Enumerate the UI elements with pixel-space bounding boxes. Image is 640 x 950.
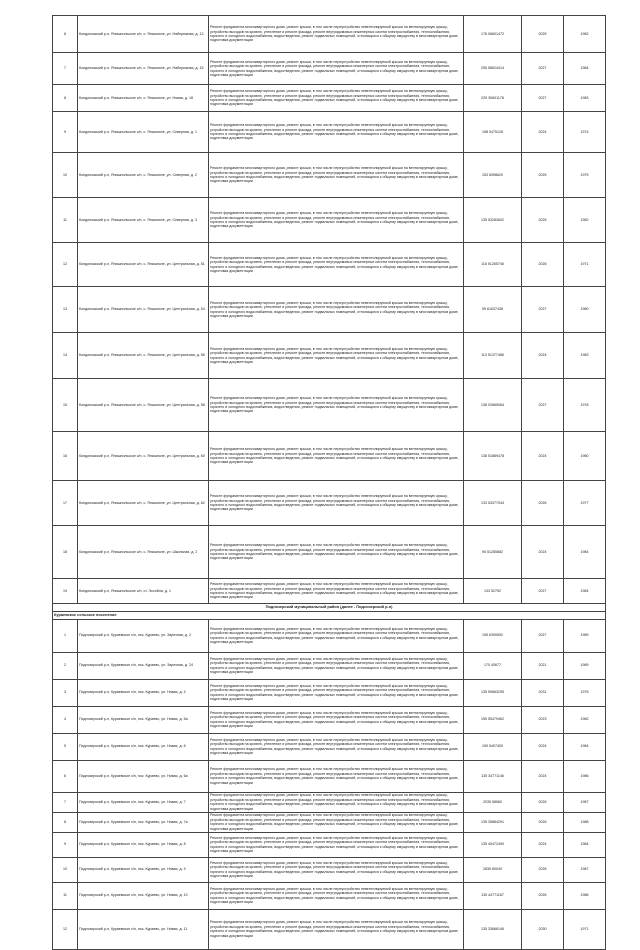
row-built-year: 1984	[564, 579, 606, 604]
row-cost: 135 33666146	[464, 909, 522, 949]
row-built-year: 1988	[564, 812, 606, 832]
row-cost: 135 59663295	[464, 679, 522, 706]
row-year: 2025	[522, 16, 564, 53]
table-row	[53, 706, 606, 733]
row-works: Ремонт фундамента многоквартирного дома, ремонт крыши, в том числе переустройство невентилируемой крыши на вентилируемую крышу, устройство выходов на кровлю, утепление и ремонт фасада, ремонт внутридомовых инженерных систем электроснабжения, теплоснабжения, горячего и холодного водоснабжения, водоотведения, ремонт подвальных помещений, относящихся к общему имуществу в многоквартирном доме, подготовка документации	[209, 733, 464, 760]
row-works: Ремонт фундамента многоквартирного дома, ремонт крыши, в том числе переустройство невентилируемой крыши на вентилируемую крышу, устройство выходов на кровлю, утепление и ремонт фасада, ремонт внутридомовых инженерных систем электроснабжения, теплоснабжения, горячего и холодного водоснабжения, водоотведения, ремонт подвальных помещений, относящихся к общему имуществу в многоквартирном доме, подготовка документации	[209, 652, 464, 679]
row-works: Ремонт фундамента многоквартирного дома, ремонт крыши, в том числе переустройство невентилируемой крыши на вентилируемую крышу, устройство выходов на кровлю, утепление и ремонт фасада, ремонт внутридомовых инженерных систем электроснабжения, теплоснабжения, горячего и холодного водоснабжения, водоотведения, ремонт подвальных помещений, относящихся к общему имуществу в многоквартирном доме, подготовка документации	[209, 333, 464, 379]
table-row	[53, 812, 606, 832]
row-cost: 135 53283602	[464, 198, 522, 243]
row-year: 2027	[522, 579, 564, 604]
row-address: Кондопожский р-н, Янишпольское с/п, с. Янишполе, ул. Центральная, д. 58	[78, 379, 209, 432]
row-address: Пидлозерский р-н, Кураевское с/п, пос. Кураево, ул. Новая, д. 4	[78, 679, 209, 706]
table-row	[53, 153, 606, 198]
row-number: 17	[53, 481, 78, 526]
row-address: Кондопожский р-н, Янишпольское с/п, с. Янишполе, ул. Новая, д. 18	[78, 85, 209, 112]
row-year: 2024	[522, 832, 564, 857]
row-works: Ремонт фундамента многоквартирного дома, ремонт крыши, в том числе переустройство невентилируемой крыши на вентилируемую крышу, устройство выходов на кровлю, утепление и ремонт фасада, ремонт внутридомовых инженерных систем электроснабжения, теплоснабжения, горячего и холодного водоснабжения, водоотведения, ремонт подвальных помещений, относящихся к общему имуществу в многоквартирном доме, подготовка документации	[209, 379, 464, 432]
row-works: Ремонт фундамента многоквартирного дома, ремонт крыши, в том числе переустройство невентилируемой крыши на вентилируемую крышу, устройство выходов на кровлю, утепление и ремонт фасада, ремонт внутридомовых инженерных систем электроснабжения, теплоснабжения, горячего и холодного водоснабжения, водоотведения, ремонт подвальных помещений, относящихся к общему имуществу в многоквартирном доме, подготовка документации	[209, 243, 464, 287]
row-number: 14	[53, 333, 78, 379]
row-works: Ремонт фундамента многоквартирного дома, ремонт крыши, в том числе переустройство невентилируемой крыши на вентилируемую крышу, устройство выходов на кровлю, утепление и ремонт фасада, ремонт внутридомовых инженерных систем электроснабжения, теплоснабжения, горячего и холодного водоснабжения, водоотведения, ремонт подвальных помещений, относящихся к общему имуществу в многоквартирном доме, подготовка документации	[209, 760, 464, 792]
row-number: 2	[53, 652, 78, 679]
row-cost: 158 5475128	[464, 112, 522, 153]
table-row	[53, 287, 606, 333]
row-cost: 133 52752	[464, 579, 522, 604]
row-built-year: 1983	[564, 85, 606, 112]
table-row	[53, 112, 606, 153]
row-cost: 135 35884291	[464, 812, 522, 832]
row-built-year: 1971	[564, 909, 606, 949]
row-address: Кондопожский р-н, Янишпольское с/п, с. Янишполе, ул. Северная, д. 2	[78, 153, 209, 198]
row-year: 2021	[522, 652, 564, 679]
row-cost: 2035 58560	[464, 792, 522, 812]
table-row	[53, 432, 606, 481]
table-row	[53, 679, 606, 706]
row-built-year: 1974	[564, 112, 606, 153]
row-cost: 255 56624414	[464, 53, 522, 85]
row-cost: 95 61637438	[464, 287, 522, 333]
row-built-year: 1977	[564, 481, 606, 526]
row-works: Ремонт фундамента многоквартирного дома, ремонт крыши, в том числе переустройство невентилируемой крыши на вентилируемую крышу, устройство выходов на кровлю, утепление и ремонт фасада, ремонт внутридомовых инженерных систем электроснабжения, теплоснабжения, горячего и холодного водоснабжения, водоотведения, ремонт подвальных помещений, относящихся к общему имуществу в многоквартирном доме, подготовка документации	[209, 832, 464, 857]
table-row	[53, 832, 606, 857]
row-number: 9	[53, 832, 78, 857]
row-address: Пидлозерский р-н, Кураевское с/п, пос. Кураево, ул. Новая, д. 6	[78, 733, 209, 760]
table-row	[53, 16, 606, 53]
row-works: Ремонт фундамента многоквартирного дома, ремонт крыши, в том числе переустройство невентилируемой крыши на вентилируемую крышу, устройство выходов на кровлю, утепление и ремонт фасада, ремонт внутридомовых инженерных систем электроснабжения, теплоснабжения, горячего и холодного водоснабжения, водоотведения, ремонт подвальных помещений, относящихся к общему имуществу в многоквартирном доме, подготовка документации	[209, 198, 464, 243]
row-year: 2027	[522, 379, 564, 432]
row-address: Кондопожский р-н, Янишпольское с/п, с. Янишполе, ул. Центральная, д. 60	[78, 432, 209, 481]
row-cost: 153 8398620	[464, 153, 522, 198]
row-year: 2027	[522, 287, 564, 333]
row-works: Ремонт фундамента многоквартирного дома, ремонт крыши, в том числе переустройство невентилируемой крыши на вентилируемую крышу, устройство выходов на кровлю, утепление и ремонт фасада, ремонт внутридомовых инженерных систем электроснабжения, теплоснабжения, горячего и холодного водоснабжения, водоотведения, ремонт подвальных помещений, относящихся к общему имуществу в многоквартирном доме, подготовка документации	[209, 679, 464, 706]
row-cost: 225 30601178	[464, 85, 522, 112]
row-year: 2026	[522, 792, 564, 812]
row-cost: 170 40677	[464, 652, 522, 679]
row-works: Ремонт фундамента многоквартирного дома, ремонт крыши, в том числе переустройство невентилируемой крыши на вентилируемую крышу, устройство выходов на кровлю, утепление и ремонт фасада, ремонт внутридомовых инженерных систем электроснабжения, теплоснабжения, горячего и холодного водоснабжения, водоотведения, ремонт подвальных помещений, относящихся к общему имуществу в многоквартирном доме, подготовка документации	[209, 53, 464, 85]
row-cost: 135 40472490	[464, 832, 522, 857]
row-number: 10	[53, 857, 78, 882]
table-row	[53, 579, 606, 604]
row-number: 8	[53, 85, 78, 112]
row-year: 2024	[522, 760, 564, 792]
row-number: 12	[53, 243, 78, 287]
row-number: 18	[53, 526, 78, 579]
row-built-year: 1989	[564, 652, 606, 679]
row-cost: 95 51285882	[464, 526, 522, 579]
row-built-year: 1986	[564, 882, 606, 909]
row-address: Пидлозерский р-н, Кураевское с/п, пос. Кураево, ул. Новая, д. 7	[78, 792, 209, 812]
row-built-year: 1989	[564, 619, 606, 652]
row-built-year: 1980	[564, 432, 606, 481]
row-address: Кондопожский р-н, Янишпольское с/п, с. Янишполе, ул. Набережная, д. 15	[78, 53, 209, 85]
row-works: Ремонт фундамента многоквартирного дома, ремонт крыши, в том числе переустройство невентилируемой крыши на вентилируемую крышу, устройство выходов на кровлю, утепление и ремонт фасада, ремонт внутридомовых инженерных систем электроснабжения, теплоснабжения, горячего и холодного водоснабжения, водоотведения, ремонт подвальных помещений, относящихся к общему имуществу в многоквартирном доме, подготовка документации	[209, 706, 464, 733]
row-cost: 176 06601472	[464, 16, 522, 53]
table-row	[53, 909, 606, 949]
table-row	[53, 379, 606, 432]
row-year: 2026	[522, 812, 564, 832]
table-section-b	[53, 619, 606, 949]
row-number: 13	[53, 287, 78, 333]
row-built-year: 1978	[564, 379, 606, 432]
row-built-year: 1987	[564, 792, 606, 812]
row-address: Пидлозерский р-н, Кураевское с/п, пос. Кураево, ул. Новая, д. 5а	[78, 706, 209, 733]
row-number: 8	[53, 812, 78, 832]
row-built-year: 1982	[564, 16, 606, 53]
row-works: Ремонт фундамента многоквартирного дома, ремонт крыши, в том числе переустройство невентилируемой крыши на вентилируемую крышу, устройство выходов на кровлю, утепление и ремонт фасада, ремонт внутридомовых инженерных систем электроснабжения, теплоснабжения, горячего и холодного водоснабжения, водоотведения, ремонт подвальных помещений, относящихся к общему имуществу в многоквартирном доме, подготовка документации	[209, 112, 464, 153]
table-row	[53, 882, 606, 909]
row-year: 2024	[522, 432, 564, 481]
settlement-heading-row	[53, 611, 606, 619]
row-address: Кондопожский р-н, Янишпольское с/п, ст. Эссойла, д. 1	[78, 579, 209, 604]
row-number: 19	[53, 579, 78, 604]
row-year: 2023	[522, 706, 564, 733]
row-number: 10	[53, 153, 78, 198]
row-built-year: 1982	[564, 198, 606, 243]
row-built-year: 1982	[564, 706, 606, 733]
row-year: 2027	[522, 85, 564, 112]
row-cost: 159 5407400	[464, 733, 522, 760]
row-works: Ремонт фундамента многоквартирного дома, ремонт крыши, в том числе переустройство невентилируемой крыши на вентилируемую крышу, устройство выходов на кровлю, утепление и ремонт фасада, ремонт внутридомовых инженерных систем электроснабжения, теплоснабжения, горячего и холодного водоснабжения, водоотведения, ремонт подвальных помещений, относящихся к общему имуществу в многоквартирном доме, подготовка документации	[209, 619, 464, 652]
table-row	[53, 198, 606, 243]
row-number: 4	[53, 706, 78, 733]
table-row	[53, 733, 606, 760]
repair-program-table	[52, 15, 606, 950]
row-number: 1	[53, 619, 78, 652]
row-number: 5	[53, 733, 78, 760]
row-works: Ремонт фундамента многоквартирного дома, ремонт крыши, в том числе переустройство невентилируемой крыши на вентилируемую крышу, устройство выходов на кровлю, утепление и ремонт фасада, ремонт внутридомовых инженерных систем электроснабжения, теплоснабжения, горячего и холодного водоснабжения, водоотведения, ремонт подвальных помещений, относящихся к общему имуществу в многоквартирном доме, подготовка документации	[209, 287, 464, 333]
row-year: 2026	[522, 198, 564, 243]
row-works: Ремонт фундамента многоквартирного дома, ремонт крыши, в том числе переустройство невентилируемой крыши на вентилируемую крышу, устройство выходов на кровлю, утепление и ремонт фасада, ремонт внутридомовых инженерных систем электроснабжения, теплоснабжения, горячего и холодного водоснабжения, водоотведения, ремонт подвальных помещений, относящихся к общему имуществу в многоквартирном доме, подготовка документации	[209, 792, 464, 812]
table-section-a	[53, 16, 606, 604]
document-page	[52, 15, 587, 950]
row-cost: 155 6390592	[464, 619, 522, 652]
row-cost: 2835 60049	[464, 857, 522, 882]
table-row	[53, 53, 606, 85]
row-cost: 135 34771146	[464, 760, 522, 792]
row-year: 2024	[522, 733, 564, 760]
row-address: Кондопожский р-н, Янишпольское с/п, с. Янишполе, ул. Набережная, д. 13	[78, 16, 209, 53]
row-cost: 113 51377486	[464, 333, 522, 379]
row-built-year: 1987	[564, 857, 606, 882]
row-number: 15	[53, 379, 78, 432]
row-cost: 155 55479462	[464, 706, 522, 733]
row-works: Ремонт фундамента многоквартирного дома, ремонт крыши, в том числе переустройство невентилируемой крыши на вентилируемую крышу, устройство выходов на кровлю, утепление и ремонт фасада, ремонт внутридомовых инженерных систем электроснабжения, теплоснабжения, горячего и холодного водоснабжения, водоотведения, ремонт подвальных помещений, относящихся к общему имуществу в многоквартирном доме, подготовка документации	[209, 909, 464, 949]
row-number: 6	[53, 760, 78, 792]
row-number: 16	[53, 432, 78, 481]
row-built-year: 1971	[564, 243, 606, 287]
table-row	[53, 760, 606, 792]
row-built-year: 1984	[564, 832, 606, 857]
row-address: Пидлозерский р-н, Кураевское с/п, пос. Кураево, ул. Новая, д. 11	[78, 909, 209, 949]
row-number: 12	[53, 909, 78, 949]
table-row	[53, 85, 606, 112]
row-works: Ремонт фундамента многоквартирного дома, ремонт крыши, в том числе переустройство невентилируемой крыши на вентилируемую крышу, устройство выходов на кровлю, утепление и ремонт фасада, ремонт внутридомовых инженерных систем электроснабжения, теплоснабжения, горячего и холодного водоснабжения, водоотведения, ремонт подвальных помещений, относящихся к общему имуществу в многоквартирном доме, подготовка документации	[209, 85, 464, 112]
row-year: 2024	[522, 112, 564, 153]
table-row	[53, 792, 606, 812]
table-row	[53, 652, 606, 679]
table-row	[53, 526, 606, 579]
row-address: Пидлозерский р-н, Кураевское с/п, пос. Кураево, ул. Заречная, д. 24	[78, 652, 209, 679]
row-number: 9	[53, 112, 78, 153]
row-works: Ремонт фундамента многоквартирного дома, ремонт крыши, в том числе переустройство невентилируемой крыши на вентилируемую крышу, устройство выходов на кровлю, утепление и ремонт фасада, ремонт внутридомовых инженерных систем электроснабжения, теплоснабжения, горячего и холодного водоснабжения, водоотведения, ремонт подвальных помещений, относящихся к общему имуществу в многоквартирном доме, подготовка документации	[209, 812, 464, 832]
row-address: Кондопожский р-н, Янишпольское с/п, с. Янишполе, ул. Центральная, д. 56	[78, 333, 209, 379]
row-address: Кондопожский р-н, Янишпольское с/п, с. Янишполе, ул. Центральная, д. 51	[78, 243, 209, 287]
row-address: Кондопожский р-н, Янишпольское с/п, с. Янишполе, ул. Центральная, д. 62	[78, 481, 209, 526]
row-works: Ремонт фундамента многоквартирного дома, ремонт крыши, в том числе переустройство невентилируемой крыши на вентилируемую крышу, устройство выходов на кровлю, утепление и ремонт фасада, ремонт внутридомовых инженерных систем электроснабжения, теплоснабжения, горячего и холодного водоснабжения, водоотведения, ремонт подвальных помещений, относящихся к общему имуществу в многоквартирном доме, подготовка документации	[209, 526, 464, 579]
row-built-year: 1975	[564, 153, 606, 198]
row-works: Ремонт фундамента многоквартирного дома, ремонт крыши, в том числе переустройство невентилируемой крыши на вентилируемую крышу, устройство выходов на кровлю, утепление и ремонт фасада, ремонт внутридомовых инженерных систем электроснабжения, теплоснабжения, горячего и холодного водоснабжения, водоотведения, ремонт подвальных помещений, относящихся к общему имуществу в многоквартирном доме, подготовка документации	[209, 481, 464, 526]
row-address: Пидлозерский р-н, Кураевское с/п, пос. Кураево, ул. Новая, д. 10	[78, 882, 209, 909]
settlement-heading: Кураевское сельское поселение	[53, 611, 606, 619]
row-year: 2030	[522, 909, 564, 949]
row-number: 7	[53, 53, 78, 85]
row-address: Кондопожский р-н, Янишпольское с/п, с. Янишполе, ул. Северная, д. 1	[78, 112, 209, 153]
row-year: 2026	[522, 882, 564, 909]
row-built-year: 1980	[564, 287, 606, 333]
table-row	[53, 243, 606, 287]
row-year: 2024	[522, 333, 564, 379]
row-number: 11	[53, 882, 78, 909]
row-address: Пидлозерский р-н, Кураевское с/п, пос. Кураево, ул. Новая, д. 8	[78, 832, 209, 857]
row-address: Пидлозерский р-н, Кураевское с/п, пос. Кураево, ул. Новая, д. 9	[78, 857, 209, 882]
row-cost: 116 51265746	[464, 243, 522, 287]
row-works: Ремонт фундамента многоквартирного дома, ремонт крыши, в том числе переустройство невентилируемой крыши на вентилируемую крышу, устройство выходов на кровлю, утепление и ремонт фасада, ремонт внутридомовых инженерных систем электроснабжения, теплоснабжения, горячего и холодного водоснабжения, водоотведения, ремонт подвальных помещений, относящихся к общему имуществу в многоквартирном доме, подготовка документации	[209, 16, 464, 53]
table-row	[53, 619, 606, 652]
table-row	[53, 481, 606, 526]
row-number: 11	[53, 198, 78, 243]
row-built-year: 1976	[564, 679, 606, 706]
table-row	[53, 333, 606, 379]
row-year: 2027	[522, 53, 564, 85]
row-year: 2026	[522, 857, 564, 882]
row-cost: 138 51889478	[464, 432, 522, 481]
row-number: 3	[53, 679, 78, 706]
row-address: Пидлозерский р-н, Кураевское с/п, пос. Кураево, ул. Новая, д. 6а	[78, 760, 209, 792]
table-headings	[53, 604, 606, 620]
row-year: 2024	[522, 526, 564, 579]
row-works: Ремонт фундамента многоквартирного дома, ремонт крыши, в том числе переустройство невентилируемой крыши на вентилируемую крышу, устройство выходов на кровлю, утепление и ремонт фасада, ремонт внутридомовых инженерных систем электроснабжения, теплоснабжения, горячего и холодного водоснабжения, водоотведения, ремонт подвальных помещений, относящихся к общему имуществу в многоквартирном доме, подготовка документации	[209, 857, 464, 882]
row-year: 2025	[522, 153, 564, 198]
row-address: Пидлозерский р-н, Кураевское с/п, пос. Кураево, ул. Заречная, д. 2	[78, 619, 209, 652]
row-cost: 133 53377044	[464, 481, 522, 526]
row-year: 2026	[522, 243, 564, 287]
row-year: 2027	[522, 619, 564, 652]
row-address: Кондопожский р-н, Янишпольское с/п, с. Янишполе, ул. Северная, д. 3	[78, 198, 209, 243]
row-built-year: 1983	[564, 333, 606, 379]
district-heading: Пидлозерский муниципальный район (далее - Пидлозерский р-н)	[53, 604, 606, 612]
row-built-year: 1984	[564, 733, 606, 760]
row-works: Ремонт фундамента многоквартирного дома, ремонт крыши, в том числе переустройство невентилируемой крыши на вентилируемую крышу, устройство выходов на кровлю, утепление и ремонт фасада, ремонт внутридомовых инженерных систем электроснабжения, теплоснабжения, горячего и холодного водоснабжения, водоотведения, ремонт подвальных помещений, относящихся к общему имуществу в многоквартирном доме, подготовка документации	[209, 432, 464, 481]
row-built-year: 1984	[564, 526, 606, 579]
row-built-year: 1984	[564, 53, 606, 85]
row-works: Ремонт фундамента многоквартирного дома, ремонт крыши, в том числе переустройство невентилируемой крыши на вентилируемую крышу, устройство выходов на кровлю, утепление и ремонт фасада, ремонт внутридомовых инженерных систем электроснабжения, теплоснабжения, горячего и холодного водоснабжения, водоотведения, ремонт подвальных помещений, относящихся к общему имуществу в многоквартирном доме, подготовка документации	[209, 882, 464, 909]
row-cost: 135 44771167	[464, 882, 522, 909]
row-number: 7	[53, 792, 78, 812]
row-cost: 138 02665084	[464, 379, 522, 432]
row-works: Ремонт фундамента многоквартирного дома, ремонт крыши, в том числе переустройство невентилируемой крыши на вентилируемую крышу, устройство выходов на кровлю, утепление и ремонт фасада, ремонт внутридомовых инженерных систем электроснабжения, теплоснабжения, горячего и холодного водоснабжения, водоотведения, ремонт подвальных помещений, относящихся к общему имуществу в многоквартирном доме, подготовка документации	[209, 579, 464, 604]
row-works: Ремонт фундамента многоквартирного дома, ремонт крыши, в том числе переустройство невентилируемой крыши на вентилируемую крышу, устройство выходов на кровлю, утепление и ремонт фасада, ремонт внутридомовых инженерных систем электроснабжения, теплоснабжения, горячего и холодного водоснабжения, водоотведения, ремонт подвальных помещений, относящихся к общему имуществу в многоквартирном доме, подготовка документации	[209, 153, 464, 198]
district-heading-row	[53, 604, 606, 612]
table-row	[53, 857, 606, 882]
row-year: 2026	[522, 481, 564, 526]
row-year: 2031	[522, 679, 564, 706]
row-number: 6	[53, 16, 78, 53]
row-built-year: 1986	[564, 760, 606, 792]
row-address: Кондопожский р-н, Янишпольское с/п, с. Янишполе, ул. Центральная, д. 54	[78, 287, 209, 333]
row-address: Пидлозерский р-н, Кураевское с/п, пос. Кураево, ул. Новая, д. 7а	[78, 812, 209, 832]
row-address: Кондопожский р-н, Янишпольское с/п, с. Янишполе, ул. Школьная, д. 2	[78, 526, 209, 579]
